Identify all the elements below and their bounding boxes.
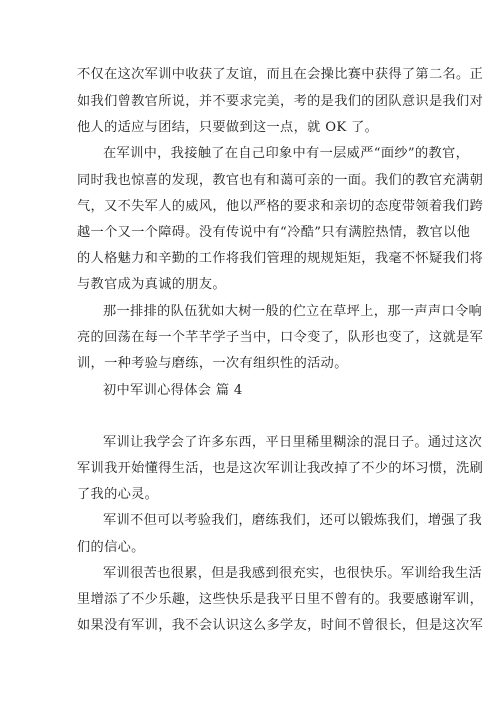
text-line: 气，又不失军人的威风，他以严格的要求和亲切的态度带领着我们跨 [77, 199, 484, 214]
paragraph-first-line: 军训不但可以考验我们，磨练我们，还可以锻炼我们，增强了我 [103, 513, 483, 528]
text-line: 不仅在这次军训中收获了友谊，而且在会操比赛中获得了第二名。正 [77, 67, 484, 82]
paragraph-first-line: 在军训中，我接触了在自己印象中有一层威严“面纱”的教官， [103, 146, 470, 161]
text-line: 他人的适应与团结，只要做到这一点，就 OK 了。 [77, 120, 379, 135]
text-line: 如果没有军训，我不会认识这么多学友，时间不曾很长，但是这次军 [77, 618, 484, 633]
text-line: 与教官成为真诚的朋友。 [77, 277, 226, 292]
text-line: 训，一种考验与磨练，一次有组织性的活动。 [77, 356, 348, 371]
text-line: 越一个又一个障碍。没有传说中有“冷酷”只有满腔热情，教官以他 [77, 225, 471, 240]
text-line: 里增添了不少乐趣，这些快乐是我平日里不曾有的。我要感谢军训， [77, 592, 484, 607]
section-heading: 初中军训心得体会 篇 4 [103, 383, 243, 398]
text-line: 的人格魅力和辛勤的工作将我们管理的规规矩矩，我毫不怀疑我们将 [77, 251, 484, 266]
text-line: 军训我开始懂得生活，也是这次军训让我改掉了不少的坏习惯，洗刷 [77, 461, 484, 476]
text-line: 们的信心。 [77, 540, 145, 555]
text-line: 了我的心灵。 [77, 487, 159, 502]
text-line: 亮的回荡在每一个芊芊学子当中，口令变了，队形也变了，这就是军 [77, 330, 484, 345]
paragraph-first-line: 军训让我学会了许多东西，平日里稀里糊涂的混日子。通过这次 [103, 435, 483, 450]
text-line: 同时我也惊喜的发现，教官也有和蔼可亲的一面。我们的教官充满朝 [77, 173, 484, 188]
text-line: 如我们曾教官所说，并不要求完美，考的是我们的团队意识是我们对 [77, 94, 484, 109]
paragraph-first-line: 那一排排的队伍犹如大树一般的伫立在草坪上，那一声声口令响 [103, 304, 483, 319]
paragraph-first-line: 军训很苦也很累，但是我感到很充实，也很快乐。军训给我生活 [103, 566, 483, 581]
